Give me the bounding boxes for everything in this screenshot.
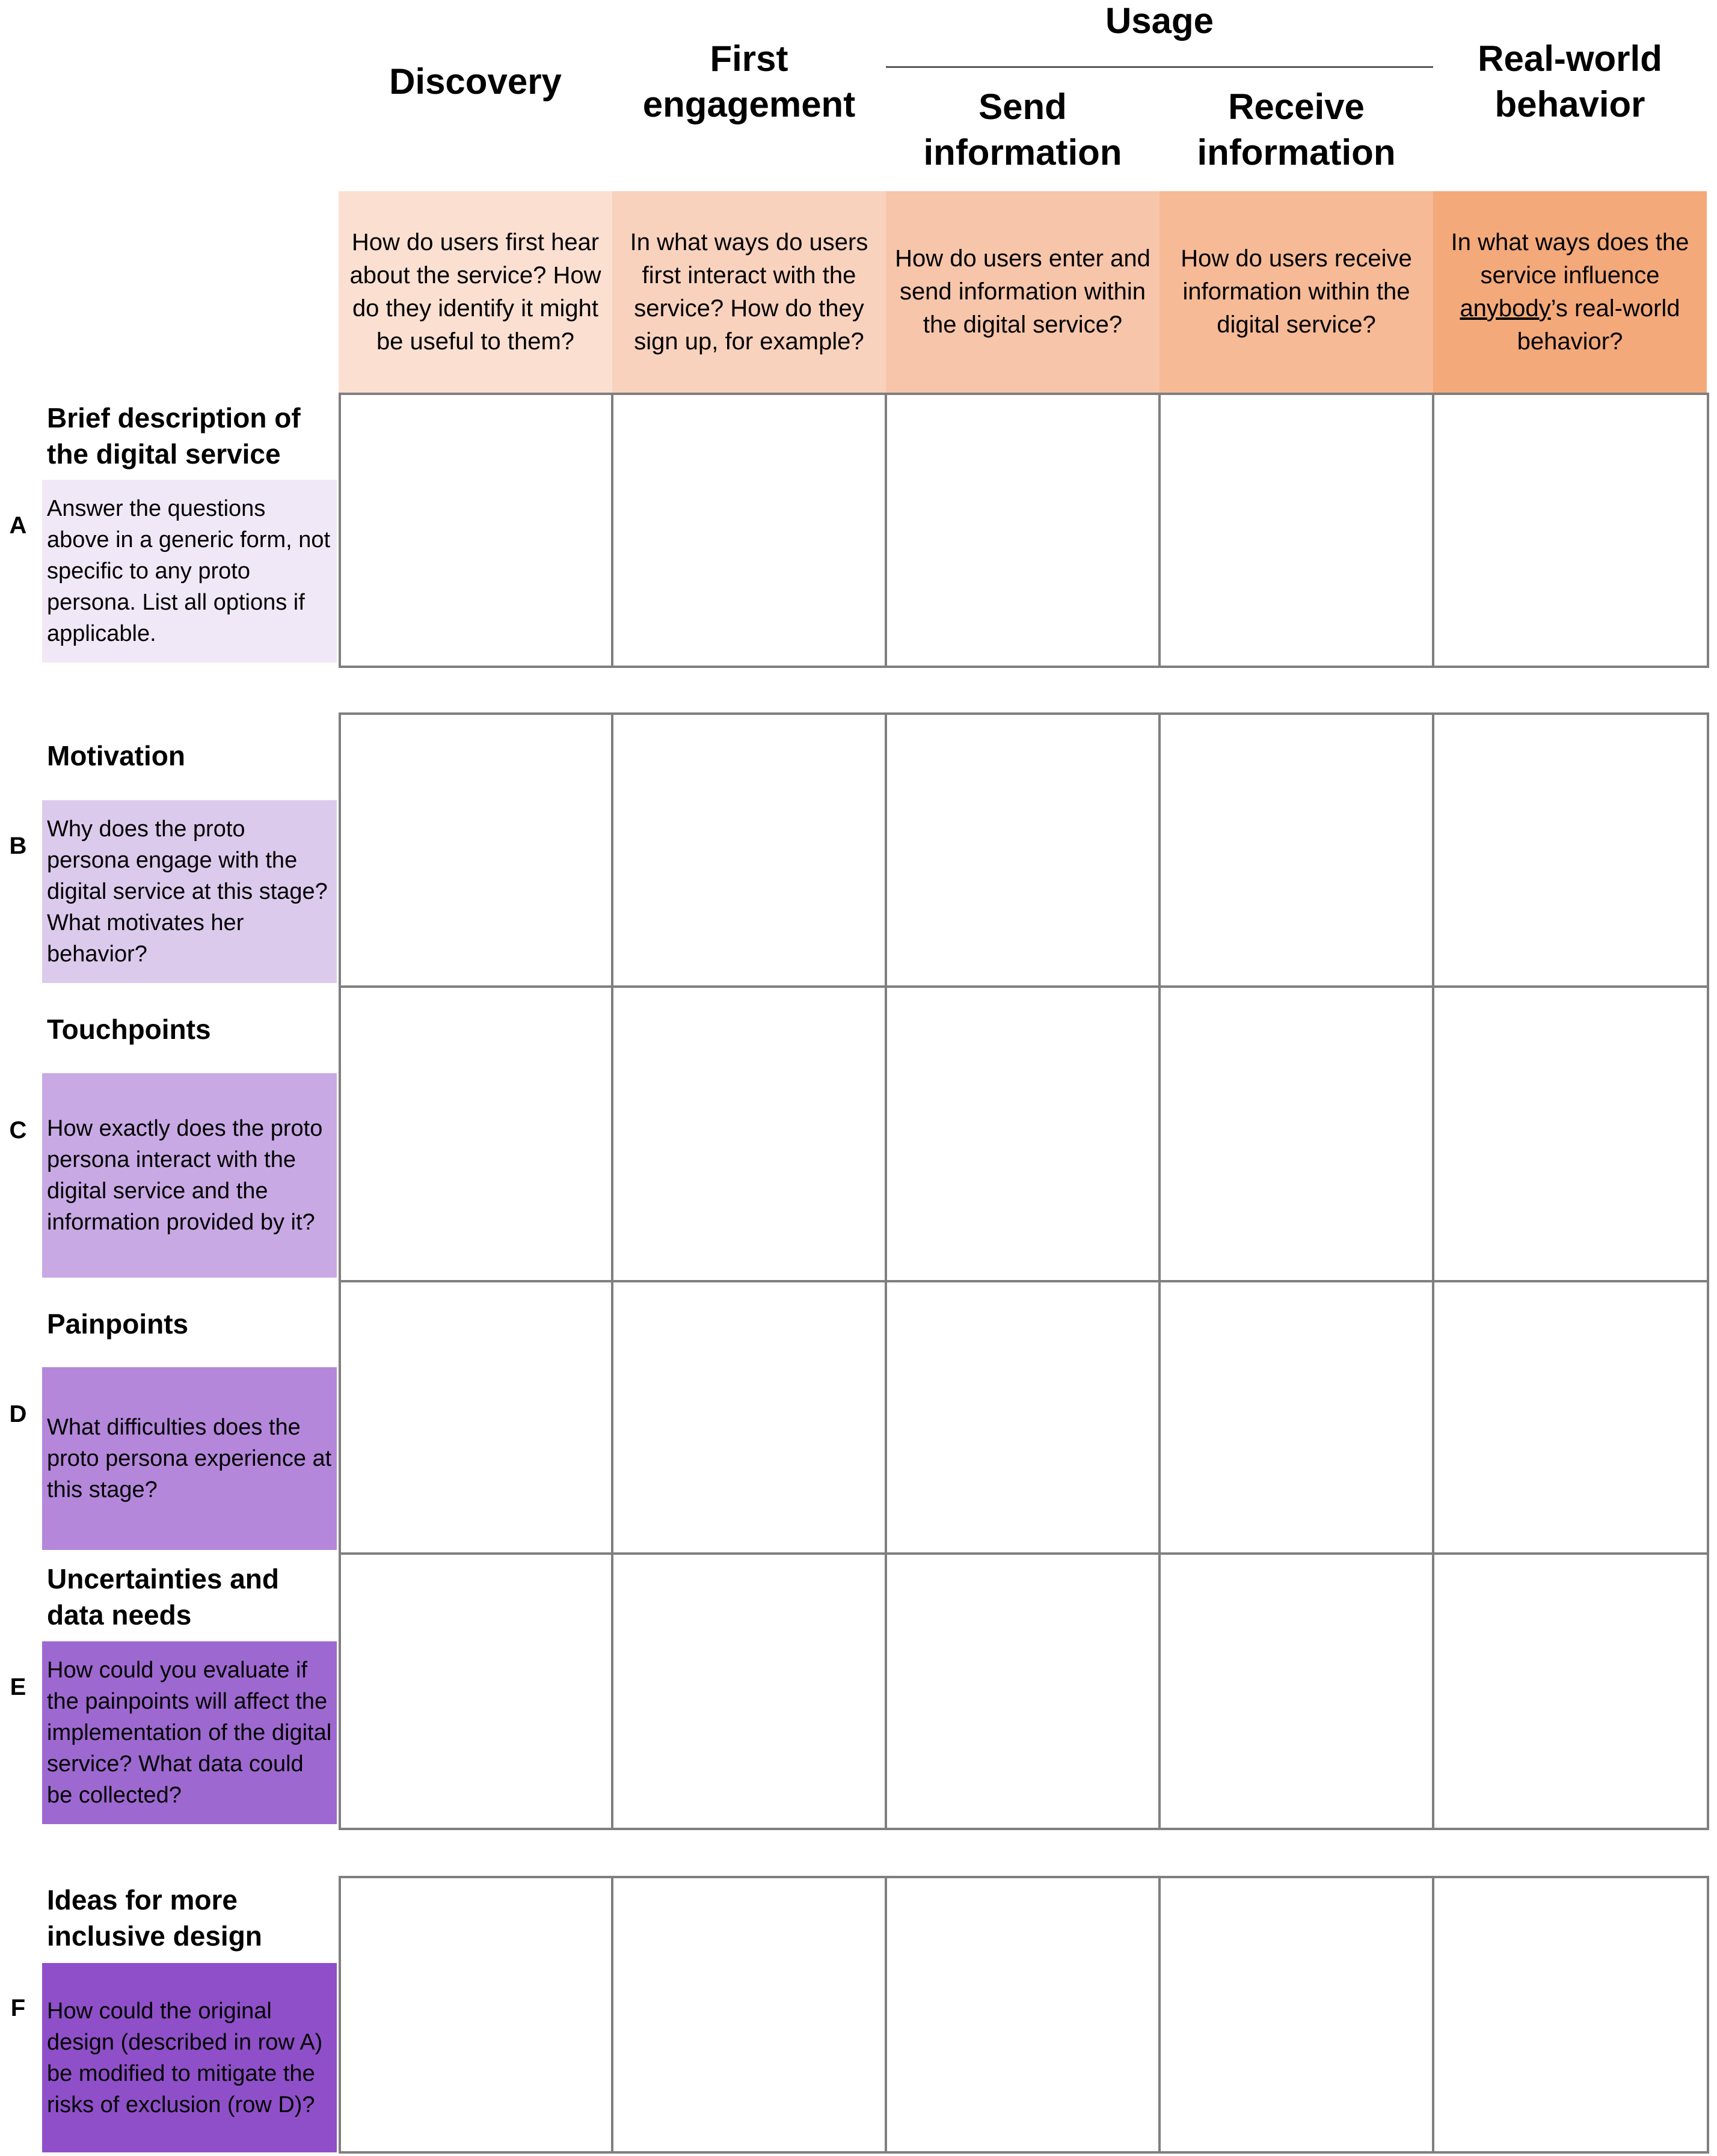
column-title-send-information: Send information — [923, 87, 1122, 173]
row-letter-d: D — [9, 1401, 27, 1427]
input-cell-b-first-engagement[interactable] — [613, 715, 885, 985]
question-cell-discovery: How do users first hear about the service? How do they identify it might be useful to them? — [339, 191, 612, 393]
input-cell-c-first-engagement[interactable] — [613, 988, 885, 1280]
input-cell-d-discovery[interactable] — [341, 1282, 611, 1552]
question-cell-real-world-behavior: In what ways does the service influence anybody’s real-world behavior? — [1433, 191, 1707, 393]
question-cell-receive-information: How do users receive information within the digital service? — [1160, 191, 1433, 393]
input-cell-d-first-engagement[interactable] — [613, 1282, 885, 1552]
input-cell-a-discovery[interactable] — [341, 395, 611, 666]
input-cell-e-receive-information[interactable] — [1161, 1555, 1432, 1828]
input-cell-f-receive-information[interactable] — [1161, 1878, 1432, 2151]
input-cell-d-receive-information[interactable] — [1161, 1282, 1432, 1552]
input-cell-c-receive-information[interactable] — [1161, 988, 1432, 1280]
input-cell-e-send-information[interactable] — [887, 1555, 1158, 1828]
input-cell-f-discovery[interactable] — [341, 1878, 611, 2151]
question-cell-first-engagement: In what ways do users first interact with the service? How do they sign up, for example? — [612, 191, 886, 393]
row-letter-e: E — [10, 1674, 26, 1700]
input-cell-f-first-engagement[interactable] — [613, 1878, 885, 2151]
row-letter-c: C — [9, 1117, 27, 1144]
input-cell-c-discovery[interactable] — [341, 988, 611, 1280]
input-cell-e-real-world-behavior[interactable] — [1434, 1555, 1707, 1828]
row-title-b: Motivation — [47, 740, 185, 771]
input-cell-b-send-information[interactable] — [887, 715, 1158, 985]
column-title-real-world-behavior: Real-world behavior — [1478, 38, 1662, 124]
input-cell-b-real-world-behavior[interactable] — [1434, 715, 1707, 985]
row-title-c: Touchpoints — [47, 1014, 211, 1045]
row-description-f: How could the original design (described in row A) be modified to mitigate the risks of exclusion (row D)? — [42, 1963, 337, 2152]
row-title-f: Ideas for more inclusive design — [47, 1884, 262, 1952]
row-description-d: What difficulties does the proto persona experience at this stage? — [42, 1367, 337, 1550]
input-cell-e-discovery[interactable] — [341, 1555, 611, 1828]
input-cell-a-first-engagement[interactable] — [613, 395, 885, 666]
row-letter-f: F — [10, 1995, 26, 2021]
input-cell-a-receive-information[interactable] — [1161, 395, 1432, 666]
row-description-e: How could you evaluate if the painpoints will affect the implementation of the digital service? What data could be collected? — [42, 1641, 337, 1824]
input-cell-f-real-world-behavior[interactable] — [1434, 1878, 1707, 2151]
row-title-e: Uncertainties and data needs — [47, 1563, 279, 1631]
input-cell-d-send-information[interactable] — [887, 1282, 1158, 1552]
question-cell-send-information: How do users enter and send information within the digital service? — [886, 191, 1160, 393]
input-cell-b-receive-information[interactable] — [1161, 715, 1432, 985]
usage-group-title: Usage — [1105, 1, 1214, 41]
row-description-c: How exactly does the proto persona interact with the digital service and the information provided by it? — [42, 1073, 337, 1278]
input-cell-d-real-world-behavior[interactable] — [1434, 1282, 1707, 1552]
row-letter-a: A — [9, 512, 27, 539]
input-cell-f-send-information[interactable] — [887, 1878, 1158, 2151]
row-description-a: Answer the questions above in a generic form, not specific to any proto persona. List all options if applicable. — [42, 480, 337, 663]
column-title-discovery: Discovery — [389, 61, 562, 102]
row-letter-b: B — [9, 833, 27, 859]
input-cell-a-send-information[interactable] — [887, 395, 1158, 666]
input-cell-c-send-information[interactable] — [887, 988, 1158, 1280]
row-description-b: Why does the proto persona engage with the digital service at this stage? What motivates her behavior? — [42, 800, 337, 983]
row-title-d: Painpoints — [47, 1308, 189, 1340]
column-title-first-engagement: First engagement — [642, 38, 856, 124]
input-cell-b-discovery[interactable] — [341, 715, 611, 985]
usage-group-divider — [886, 66, 1433, 68]
emphasis-anybody: anybody — [1460, 295, 1551, 322]
input-cell-a-real-world-behavior[interactable] — [1434, 395, 1707, 666]
row-title-a: Brief description of the digital service — [47, 402, 301, 470]
input-cell-e-first-engagement[interactable] — [613, 1555, 885, 1828]
column-title-receive-information: Receive information — [1197, 87, 1396, 173]
input-cell-c-real-world-behavior[interactable] — [1434, 988, 1707, 1280]
